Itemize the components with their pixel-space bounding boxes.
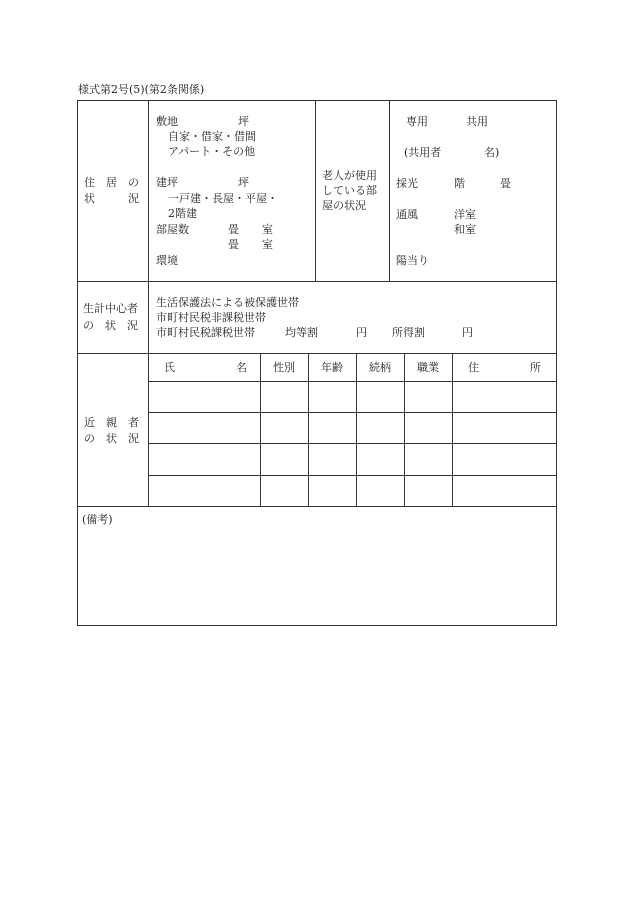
- col-header-age: 年齢: [321, 361, 343, 374]
- ownership-options: 自家・借家・借間: [168, 130, 256, 143]
- income-share-yen: 円: [462, 326, 473, 339]
- form-title: 様式第2号(5)(第2条関係): [78, 83, 205, 96]
- equal-share-yen: 円: [356, 326, 367, 339]
- sharers-unit: 名): [484, 146, 500, 159]
- household-line-2: 市町村民税非課税世帯: [156, 311, 266, 324]
- site-unit: 坪: [238, 115, 249, 128]
- western-room: 洋室: [454, 208, 476, 221]
- row-divider-residence: [77, 281, 557, 282]
- relatives-hline-1: [148, 381, 557, 382]
- sharers-label: (共用者: [404, 146, 442, 159]
- site-label: 敷地: [156, 115, 178, 128]
- remarks-label: (備考): [82, 513, 113, 526]
- header-column-divider: [148, 100, 149, 506]
- row-divider-household: [77, 353, 557, 354]
- residence-divider-1: [315, 100, 316, 281]
- relatives-hline-4: [148, 475, 557, 476]
- rooms-unit-room-2: 室: [262, 238, 273, 251]
- household-line-3: 市町村民税課税世帯: [156, 326, 255, 339]
- income-share-label: 所得割: [392, 326, 425, 339]
- col-header-relation: 続柄: [369, 361, 391, 374]
- elderly-room-heading-1: 老人が使用: [322, 169, 377, 182]
- residence-divider-2: [389, 100, 390, 281]
- household-heading-2: の 状 況: [83, 319, 138, 332]
- floor-label: 階: [454, 177, 465, 190]
- building-types: 一戸建・長屋・平屋・: [168, 192, 278, 205]
- row-divider-relatives: [77, 506, 557, 507]
- relatives-vline-5: [452, 353, 453, 506]
- rooms-unit-tatami-2: 畳: [228, 238, 239, 251]
- col-header-address-2: 所: [530, 361, 541, 374]
- relatives-vline-4: [404, 353, 405, 506]
- ownership-options-2: アパート・その他: [168, 145, 256, 158]
- elderly-room-heading-2: している部: [322, 184, 377, 197]
- household-line-1: 生活保護法による被保護世帯: [156, 296, 299, 309]
- rooms-unit-room-1: 室: [262, 223, 273, 236]
- col-header-sex: 性別: [273, 361, 295, 374]
- col-header-name-1: 氏: [164, 361, 175, 374]
- relatives-vline-2: [308, 353, 309, 506]
- col-header-address-1: 住: [468, 361, 479, 374]
- rooms-unit-tatami-1: 畳: [228, 223, 239, 236]
- relatives-hline-2: [148, 412, 557, 413]
- col-header-name-2: 名: [236, 361, 247, 374]
- col-header-occupation: 職業: [417, 361, 439, 374]
- elderly-room-heading-3: 屋の状況: [322, 199, 366, 212]
- relatives-heading-2: の 状 況: [84, 432, 139, 445]
- exclusive-use: 専用: [406, 115, 428, 128]
- japanese-room: 和室: [454, 223, 476, 236]
- floor-area-label: 建坪: [156, 176, 178, 189]
- household-heading-1: 生計中心者: [83, 302, 138, 315]
- relatives-hline-3: [148, 443, 557, 444]
- relatives-vline-1: [260, 353, 261, 506]
- ventilation-label: 通風: [396, 208, 418, 221]
- form-table: [77, 100, 557, 626]
- shared-use: 共用: [466, 115, 488, 128]
- floor-area-unit: 坪: [238, 176, 249, 189]
- tatami-label: 畳: [500, 177, 511, 190]
- lighting-label: 採光: [396, 177, 418, 190]
- rooms-label: 部屋数: [156, 223, 189, 236]
- residence-heading-2: 状 況: [84, 192, 139, 205]
- relatives-vline-3: [356, 353, 357, 506]
- building-types-2: 2階建: [168, 207, 197, 220]
- relatives-heading-1: 近 親 者: [84, 416, 139, 429]
- equal-share-label: 均等割: [285, 326, 318, 339]
- residence-heading-1: 住 居 の: [84, 176, 139, 189]
- sunlight-label: 陽当り: [396, 254, 429, 267]
- environment-label: 環境: [156, 254, 178, 267]
